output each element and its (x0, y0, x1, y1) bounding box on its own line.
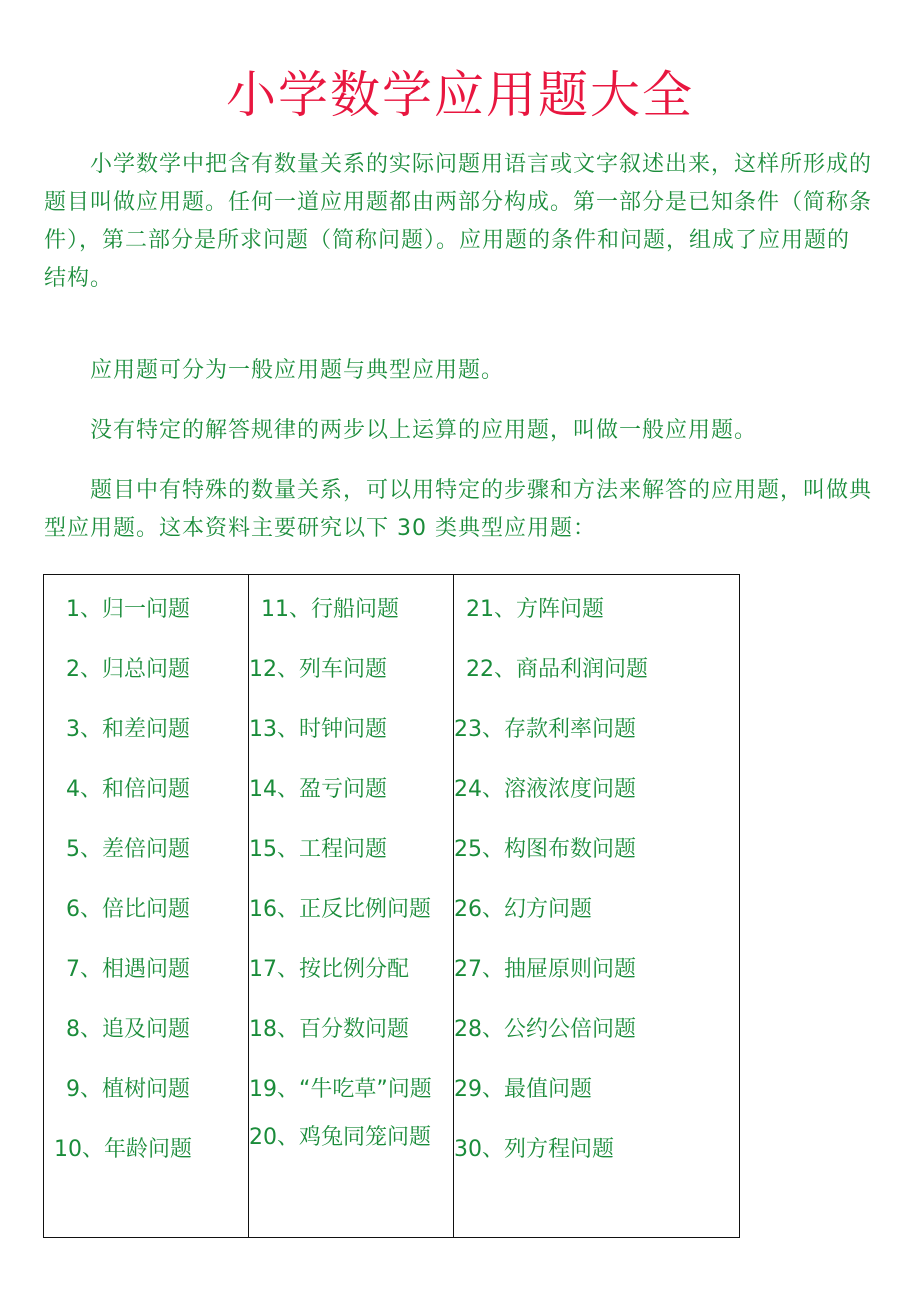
topic-item: 20、鸡兔同笼问题 (249, 1125, 431, 1150)
intro-paragraph: 小学数学中把含有数量关系的实际问题用语言或文字叙述出来，这样所形成的题目叫做应用题。任何一道应用题都由两部分构成。第一部分是已知条件（简称条件），第二部分是所求问题（简称问题）。应用题的条件和问题，组成了应用题的结构。 (44, 152, 873, 291)
topic-item: 23、存款利率问题 (454, 717, 636, 742)
topic-item: 22、商品利润问题 (466, 657, 648, 682)
topic-item: 16、正反比例问题 (249, 897, 431, 922)
topic-item: 27、抽屉原则问题 (454, 957, 636, 982)
topic-item: 6、倍比问题 (66, 897, 190, 922)
topic-item: 24、溶液浓度问题 (454, 777, 636, 802)
topic-item: 5、差倍问题 (66, 837, 190, 862)
topic-item: 8、追及问题 (66, 1017, 190, 1042)
topic-item: 14、盈亏问题 (249, 777, 387, 802)
topic-item: 12、列车问题 (249, 657, 387, 682)
topic-item: 19、“牛吃草”问题 (249, 1077, 432, 1102)
topic-item: 9、植树问题 (66, 1077, 190, 1102)
general-paragraph: 没有特定的解答规律的两步以上运算的应用题，叫做一般应用题。 (90, 418, 758, 443)
topic-item: 29、最值问题 (454, 1077, 592, 1102)
topic-item: 18、百分数问题 (249, 1017, 409, 1042)
topic-column-2 (249, 575, 454, 1237)
topic-item: 7、相遇问题 (66, 957, 190, 982)
topic-item: 28、公约公倍问题 (454, 1017, 636, 1042)
topic-item: 13、时钟问题 (249, 717, 387, 742)
topic-item: 1、归一问题 (66, 597, 190, 622)
topic-item: 15、工程问题 (249, 837, 387, 862)
page-title: 小学数学应用题大全 (226, 66, 694, 124)
topic-table (43, 574, 740, 1238)
topic-item: 3、和差问题 (66, 717, 190, 742)
topic-item: 26、幻方问题 (454, 897, 592, 922)
topic-item: 25、构图布数问题 (454, 837, 636, 862)
topic-item: 2、归总问题 (66, 657, 190, 682)
topic-item: 21、方阵问题 (466, 597, 604, 622)
types-paragraph: 应用题可分为一般应用题与典型应用题。 (90, 358, 505, 383)
topic-item: 11、行船问题 (261, 597, 399, 622)
topic-item: 17、按比例分配 (249, 957, 409, 982)
topic-column-3 (454, 575, 739, 1237)
topic-item: 30、列方程问题 (454, 1137, 614, 1162)
typical-paragraph: 题目中有特殊的数量关系，可以用特定的步骤和方法来解答的应用题，叫做典型应用题。这本资料主要研究以下 30 类典型应用题： (44, 478, 873, 541)
topic-column-1 (44, 575, 249, 1237)
topic-item: 4、和倍问题 (66, 777, 190, 802)
topic-item: 10、年龄问题 (54, 1137, 192, 1162)
